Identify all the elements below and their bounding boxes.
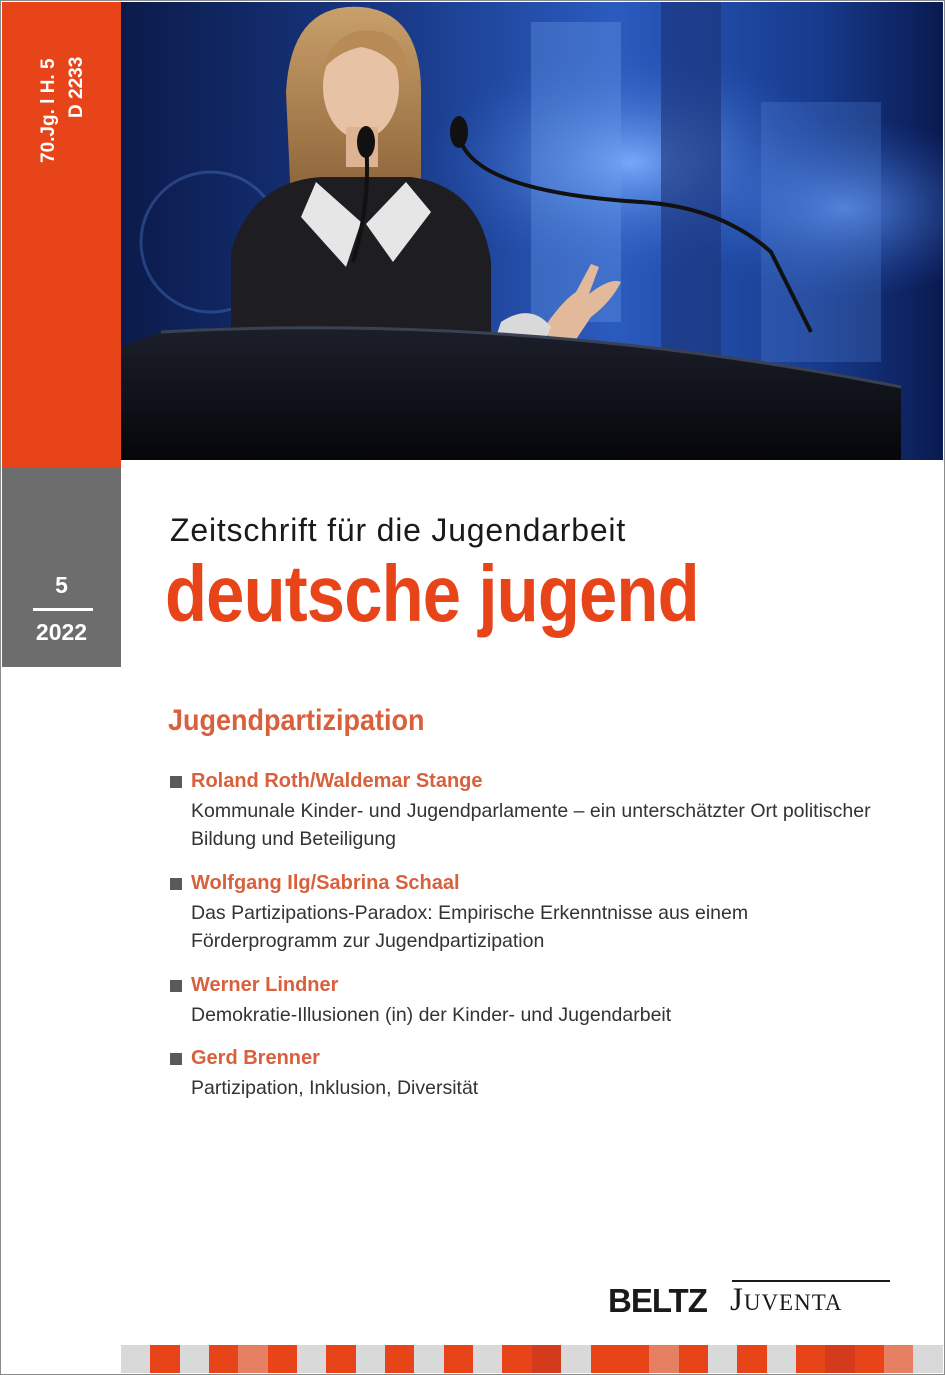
stripe-segment bbox=[150, 1345, 179, 1373]
article-author: Wolfgang Ilg/Sabrina Schaal bbox=[191, 872, 460, 894]
stripe-segment bbox=[209, 1345, 238, 1373]
stripe-segment bbox=[444, 1345, 473, 1373]
stripe-segment bbox=[796, 1345, 825, 1373]
stripe-segment bbox=[180, 1345, 209, 1373]
stripe-segment bbox=[620, 1345, 649, 1373]
decorative-stripe bbox=[121, 1345, 943, 1373]
stripe-segment bbox=[414, 1345, 443, 1373]
stripe-segment bbox=[649, 1345, 678, 1373]
bullet-square-icon bbox=[170, 1053, 182, 1065]
issue-topic: Jugendpartizipation bbox=[168, 704, 425, 737]
speaker-photo-illustration bbox=[121, 2, 943, 460]
logo-juventa-text: Juventa bbox=[730, 1282, 843, 1318]
article-title: Kommunale Kinder- und Jugendparlamente – ein unterschätzter Ort politischer Bildung und Beteiligung bbox=[191, 800, 871, 850]
article-author: Werner Lindner bbox=[191, 974, 339, 996]
article-title: Partizipation, Inklusion, Diversität bbox=[191, 1077, 479, 1099]
stripe-segment bbox=[297, 1345, 326, 1373]
bullet-square-icon bbox=[170, 776, 182, 788]
stripe-segment bbox=[737, 1345, 766, 1373]
stripe-segment bbox=[121, 1345, 150, 1373]
publisher-logo bbox=[608, 1276, 890, 1321]
stripe-segment bbox=[884, 1345, 913, 1373]
stripe-segment bbox=[532, 1345, 561, 1373]
article-author: Roland Roth/Waldemar Stange bbox=[191, 770, 483, 792]
issue-number: 5 bbox=[55, 572, 68, 598]
stripe-segment bbox=[679, 1345, 708, 1373]
stripe-segment bbox=[326, 1345, 355, 1373]
stripe-segment bbox=[591, 1345, 620, 1373]
stripe-segment bbox=[502, 1345, 531, 1373]
stripe-segment bbox=[385, 1345, 414, 1373]
cover-photo bbox=[121, 2, 943, 460]
stripe-segment bbox=[855, 1345, 884, 1373]
stripe-segment bbox=[561, 1345, 590, 1373]
article-author: Gerd Brenner bbox=[191, 1047, 320, 1069]
issue-year: 2022 bbox=[35, 619, 88, 645]
issue-box bbox=[2, 467, 121, 667]
issue-divider bbox=[33, 608, 93, 611]
article-title: Das Partizipations-Paradox: Empirische Erkenntnisse aus einem Förderprogramm zur Jugendpartizipation bbox=[191, 902, 749, 952]
stripe-segment bbox=[913, 1345, 942, 1373]
stripe-segment bbox=[767, 1345, 796, 1373]
stripe-segment bbox=[356, 1345, 385, 1373]
stripe-segment bbox=[708, 1345, 737, 1373]
stripe-segment bbox=[825, 1345, 854, 1373]
journal-title: deutsche jugend bbox=[165, 549, 699, 638]
logo-beltz-text: BELTZ bbox=[608, 1282, 707, 1319]
stripe-segment bbox=[238, 1345, 267, 1373]
side-bar-orange bbox=[2, 2, 121, 467]
article-title: Demokratie-Illusionen (in) der Kinder- und Jugendarbeit bbox=[191, 1004, 672, 1026]
volume-issue-label: 70.Jg. l H. 5 bbox=[38, 58, 59, 163]
stripe-segment bbox=[473, 1345, 502, 1373]
bullet-square-icon bbox=[170, 878, 182, 890]
publication-code: D 2233 bbox=[66, 56, 87, 118]
journal-subtitle: Zeitschrift für die Jugendarbeit bbox=[170, 512, 627, 548]
bullet-square-icon bbox=[170, 980, 182, 992]
stripe-segment bbox=[268, 1345, 297, 1373]
